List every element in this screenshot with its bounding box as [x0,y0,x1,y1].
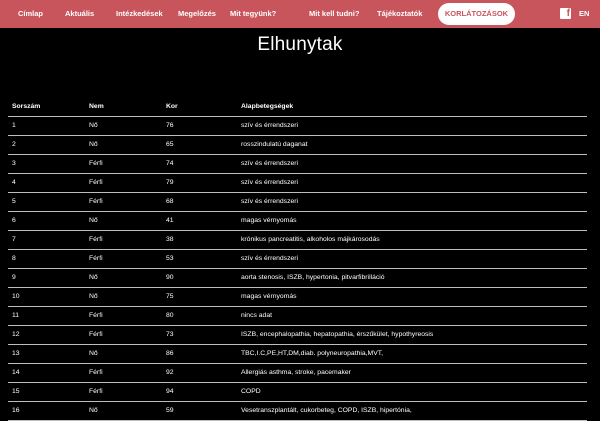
cell-kor: 76 [166,122,174,129]
cell-kor: 73 [166,331,174,338]
cell-sorszam: 9 [12,274,16,281]
cell-sorszam: 8 [12,255,16,262]
table-row [8,288,587,307]
cell-alapbetegsegek: COPD [241,388,261,395]
nav-item-mit-kell-tudni[interactable]: Mit kell tudni? [309,9,360,18]
nav-item-mit-tegyunk[interactable]: Mit tegyünk? [230,9,277,18]
nav-item-aktualis[interactable]: Aktuális [65,9,95,18]
cell-alapbetegsegek: aorta stenosis, ISZB, hypertonia, pitvarfibrilláció [241,274,385,281]
cell-sorszam: 10 [12,293,20,300]
cell-kor: 53 [166,255,174,262]
table-row [8,402,587,421]
cell-sorszam: 2 [12,141,16,148]
cell-sorszam: 12 [12,331,20,338]
facebook-icon[interactable]: f [560,8,571,19]
cell-nem: Férfi [89,331,103,338]
cell-nem: Férfi [89,312,103,319]
cell-kor: 94 [166,388,174,395]
cell-sorszam: 7 [12,236,16,243]
table-row [8,307,587,326]
table-row [8,383,587,402]
table-row [8,136,587,155]
cell-sorszam: 1 [12,122,16,129]
cell-nem: Nő [89,217,98,224]
cell-nem: Nő [89,350,98,357]
cell-alapbetegsegek: szív és érrendszeri [241,255,299,262]
cell-sorszam: 4 [12,179,16,186]
cell-alapbetegsegek: nincs adat [241,312,272,319]
cell-nem: Férfi [89,179,103,186]
cell-alapbetegsegek: szív és érrendszeri [241,122,299,129]
cell-alapbetegsegek: szív és érrendszeri [241,179,299,186]
cell-kor: 68 [166,198,174,205]
cell-alapbetegsegek: szív és érrendszeri [241,198,299,205]
cell-kor: 90 [166,274,174,281]
header-alapbetegsegek: Alapbetegségek [241,103,294,110]
cell-nem: Férfi [89,255,103,262]
language-switch-en[interactable]: EN [579,9,590,18]
cell-kor: 86 [166,350,174,357]
cell-nem: Nő [89,122,98,129]
page-title: Elhunytak [257,34,343,55]
cell-sorszam: 11 [12,312,20,319]
cell-nem: Férfi [89,369,103,376]
table-row [8,231,587,250]
cell-alapbetegsegek: magas vérnyomás [241,293,297,300]
cell-alapbetegsegek: krónikus pancreatitis, alkoholos májkárosodás [241,236,380,243]
cell-sorszam: 5 [12,198,16,205]
cell-alapbetegsegek: Vesetranszplantált, cukorbeteg, COPD, ISZB, hipertónia, [241,407,412,414]
cell-kor: 59 [166,407,174,414]
korlatozasok-button[interactable]: KORLÁTOZÁSOK [438,3,515,25]
cell-kor: 41 [166,217,174,224]
table-row [8,117,587,136]
cell-alapbetegsegek: TBC,I.C,PE,HT,DM,diab. polyneuropathia,MVT, [241,350,384,357]
cell-kor: 79 [166,179,174,186]
cell-alapbetegsegek: magas vérnyomás [241,217,297,224]
table-row [8,193,587,212]
cell-nem: Nő [89,274,98,281]
table-row [8,326,587,345]
nav-item-megelozes[interactable]: Megelőzés [178,9,216,18]
cell-sorszam: 15 [12,388,20,395]
top-navigation-bar [0,0,600,28]
nav-item-intezkedesek[interactable]: Intézkedések [116,9,163,18]
nav-item-cimlap[interactable]: Címlap [18,9,44,18]
cell-kor: 38 [166,236,174,243]
cell-kor: 92 [166,369,174,376]
header-nem: Nem [89,103,104,110]
cell-nem: Nő [89,293,98,300]
table-row [8,250,587,269]
cell-nem: Férfi [89,236,103,243]
cell-sorszam: 6 [12,217,16,224]
cell-kor: 65 [166,141,174,148]
cell-nem: Nő [89,407,98,414]
table-body [8,117,587,421]
table-row [8,269,587,288]
table-row [8,212,587,231]
table-row [8,155,587,174]
cell-alapbetegsegek: ISZB, encephalopathia, hepatopathia, érszűkület, hypothyreosis [241,331,434,338]
deceased-table [8,98,587,421]
cell-sorszam: 13 [12,350,20,357]
cell-kor: 74 [166,160,174,167]
nav-item-tajekoztatok[interactable]: Tájékoztatók [377,9,423,18]
cell-alapbetegsegek: rosszindulatú daganat [241,141,308,148]
cell-sorszam: 3 [12,160,16,167]
cell-nem: Nő [89,141,98,148]
cell-nem: Férfi [89,388,103,395]
cell-sorszam: 16 [12,407,20,414]
table-row [8,174,587,193]
header-kor: Kor [166,103,178,110]
table-row [8,345,587,364]
cell-alapbetegsegek: szív és érrendszeri [241,160,299,167]
table-header [8,98,587,117]
table-row [8,364,587,383]
cell-kor: 75 [166,293,174,300]
cell-sorszam: 14 [12,369,20,376]
cell-alapbetegsegek: Allergiás asthma, stroke, pacemaker [241,369,351,376]
cell-nem: Férfi [89,198,103,205]
header-sorszam: Sorszám [12,103,41,110]
cell-nem: Férfi [89,160,103,167]
cell-kor: 80 [166,312,174,319]
